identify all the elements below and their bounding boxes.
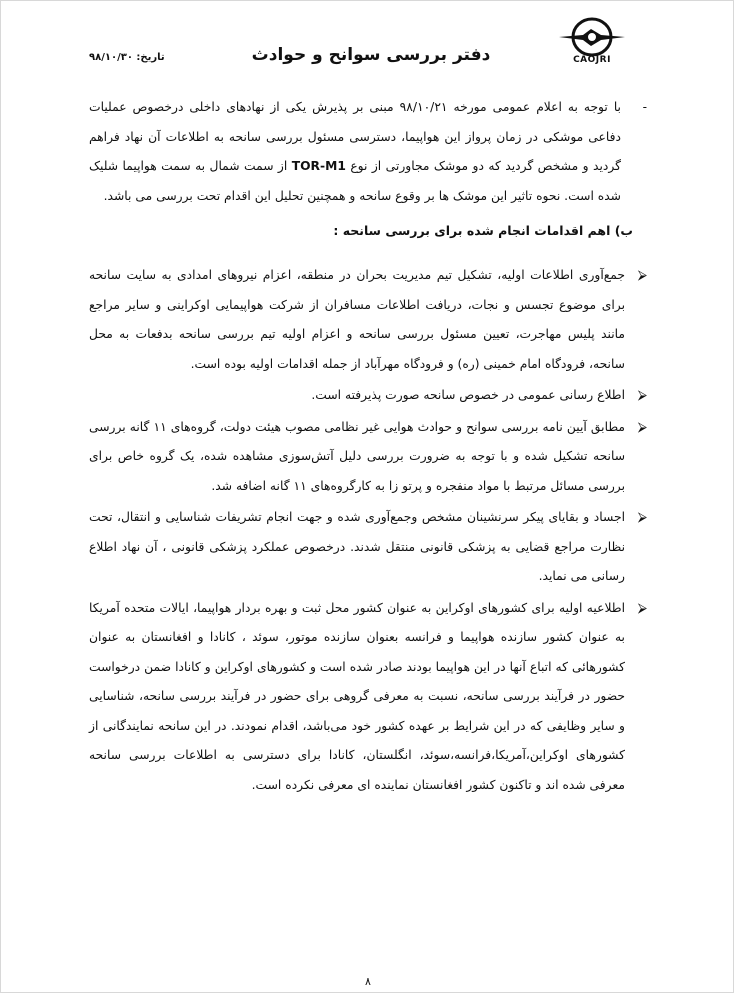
document-body (89, 93, 647, 802)
intro-text-2: از سمت شمال به سمت هواپیما شلیک شده است. نحوه تاثیر این موشک ها بر وقوع سانحه و همچنین تحلیل این اقدام تحت بررسی می باشد. (89, 159, 621, 203)
page-header (1, 11, 734, 81)
logo-label: CAOJRI (573, 55, 611, 65)
list-item-text: اجساد و بقایای پیکر سرنشینان مشخص وجمع‌آوری شده و جهت انجام تشریفات شناسایی و انتقال، تحت نظارت مراجع قضایی به پزشکی قانونی منتقل شدند. درخصوص عملکرد پزشکی قانونی ، آن نهاد اطلاع رسانی می نماید. (89, 510, 625, 583)
arrow-bullet-icon: ⮚ (637, 510, 647, 525)
intro-text-1: با توجه به اعلام عمومی مورخه ۹۸/۱۰/۲۱ مبنی بر پذیرش یکی از نهادهای داخلی درخصوص عملیات دفاعی موشکی در زمان پرواز این هواپیما، دسترسی مسئول بررسی سانحه به اطلاعات آن نهاد فراهم گردید و مشخص گردید که دو موشک مجاورتی از نوع (89, 100, 621, 173)
list-item-text: اطلاع رسانی عمومی در خصوص سانحه صورت پذیرفته است. (311, 388, 625, 402)
document-title: دفتر بررسی سوانح و حوادث (251, 45, 491, 65)
arrow-bullet-icon: ⮚ (637, 268, 647, 283)
list-item-text: اطلاعیه اولیه برای کشورهای اوکراین به عنوان کشور محل ثبت و بهره بردار هواپیما، ایالات متحده آمریکا به عنوان کشور سازنده هواپیما و فرانسه بعنوان سازنده موتور، سوئد ، کانادا و افغانستان به عنوان کشورهائی که اتباع آنها در این هواپیما بودند صادر شده است و کشورهای اوکراین و کانادا ضمن درخواست حضور در فرآیند بررسی سانحه، نسبت به معرفی گروهی برای حضور در فرآیند بررسی سانحه، شناسایی و سایر وظایفی که در این شرایط بر عهده کشور خود می‌باشد، اقدام نمودند. در این سانحه نمایندگانی از کشورهای اوکراین،آمریکا،فرانسه،سوئد، انگلستان، کانادا برای دسترسی به اطلاعات بررسی سانحه معرفی شده اند و تاکنون کشور افغانستان نماینده ای معرفی نکرده است. (89, 600, 625, 792)
list-item (89, 381, 647, 411)
document-date: تاریخ: ۹۸/۱۰/۳۰ (89, 52, 165, 63)
actions-list (89, 261, 647, 800)
intro-paragraph (89, 93, 647, 211)
arrow-bullet-icon: ⮚ (637, 388, 647, 403)
list-item (89, 594, 647, 801)
page-number: ۸ (365, 975, 371, 988)
list-item (89, 413, 647, 502)
missile-type: TOR-M1 (291, 159, 346, 173)
dash-marker: - (642, 100, 647, 114)
list-item (89, 261, 647, 379)
list-item-text: جمع‌آوری اطلاعات اولیه، تشکیل تیم مدیریت بحران در منطقه، اعزام نیروهای امدادی به سایت سانحه برای موضوع تجسس و نجات، دریافت اطلاعات مسافران از شرکت هواپیمایی اوکراینی و سایر مراجع مانند پلیس مهاجرت، تعیین مسئول بررسی سانحه و اعزام اولیه تیم بررسی سانحه بدفعات به محل سانحه، فرودگاه امام خمینی (ره) و فرودگاه مهرآباد از جمله اقدامات اولیه بوده است. (89, 268, 625, 371)
arrow-bullet-icon: ⮚ (637, 419, 647, 435)
section-heading: ب) اهم اقدامات انجام شده برای بررسی سانحه : (333, 223, 633, 238)
list-item (89, 503, 647, 592)
list-item-text: مطابق آیین نامه بررسی سوانح و حوادث هوایی غیر نظامی مصوب هیئت دولت، گروه‌های ۱۱ گانه بررسی سانحه تشکیل شده و با توجه به ضرورت بررسی دلیل آتش‌سوزی مشاهده شده، یک گروه خاص برای بررسی مسائل مرتبط با مواد منفجره و پرتو زا به کارگروه‌های ۱۱ گانه اضافه شد. (89, 419, 625, 493)
arrow-bullet-icon: ⮚ (637, 600, 647, 616)
